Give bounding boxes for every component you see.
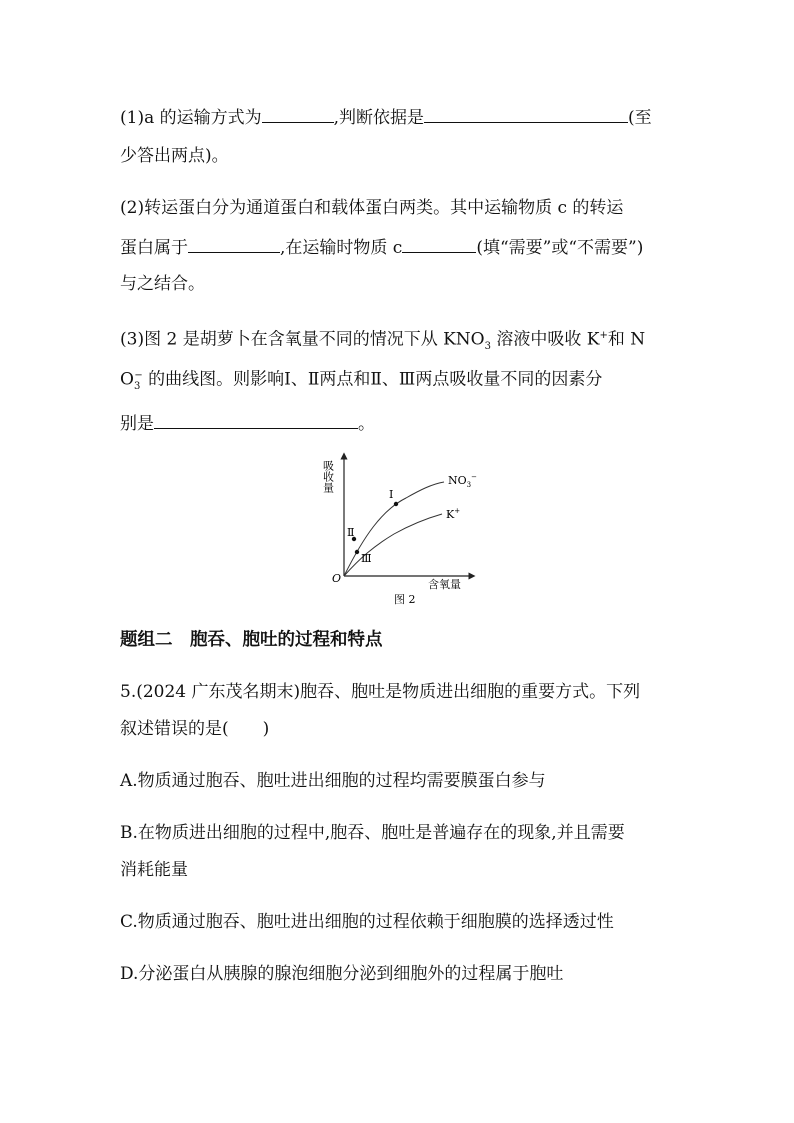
q5-option-c[interactable]: C.物质通过胞吞、胞吐进出细胞的过程依赖于细胞膜的选择透过性 xyxy=(120,912,614,932)
answer-blank-binding[interactable] xyxy=(402,234,476,253)
q4-part1-line2: 少答出两点)。 xyxy=(120,146,229,166)
curve-k-label: K+ xyxy=(446,507,461,521)
q4-part2-line1: (2)转运蛋白分为通道蛋白和载体蛋白两类。其中运输物质 c 的转运 xyxy=(120,198,624,218)
q4-part2-line3: 与之结合。 xyxy=(120,274,205,294)
answer-blank-transport-mode[interactable] xyxy=(262,104,334,123)
q4-part1-text: (1)a 的运输方式为 xyxy=(120,108,262,128)
curve-k xyxy=(344,514,442,576)
q4-part3-o: O xyxy=(120,369,134,390)
q4-part3-line2 xyxy=(120,364,602,399)
point-1 xyxy=(394,502,398,506)
q5-stem-line1: 5.(2024 广东茂名期末)胞吞、胞吐是物质进出细胞的重要方式。下列 xyxy=(120,682,641,702)
q4-part1-end: (至 xyxy=(628,108,652,128)
figure-2-svg xyxy=(316,452,476,612)
q5-option-b-line1[interactable]: B.在物质进出细胞的过程中,胞吞、胞吐是普遍存在的现象,并且需要 xyxy=(120,823,625,843)
answer-blank-protein-type[interactable] xyxy=(188,234,280,253)
section-heading: 题组二 胞吞、胞吐的过程和特点 xyxy=(120,630,383,650)
q4-part3-text-c: 和 N xyxy=(607,329,646,350)
q4-part1-mid: ,判断依据是 xyxy=(333,108,425,128)
q5-stem-line2: 叙述错误的是( ) xyxy=(120,719,270,739)
curve-no3 xyxy=(344,482,444,576)
q5-option-a[interactable]: A.物质通过胞吞、胞吐进出细胞的过程均需要膜蛋白参与 xyxy=(120,771,546,791)
q4-part2-text-c: (填“需要”或“不需要”) xyxy=(476,238,644,258)
curve-no3-label: $NO_3^-$ xyxy=(448,473,477,489)
point-2-label: Ⅱ xyxy=(347,526,355,539)
point-1-label: Ⅰ xyxy=(389,488,394,501)
x-axis-label: 含氧量 xyxy=(428,578,461,591)
q4-part3-text-e: 别是 xyxy=(120,414,154,434)
q5-option-d[interactable]: D.分泌蛋白从胰腺的腺泡细胞分泌到细胞外的过程属于胞吐 xyxy=(120,964,564,984)
figure-2 xyxy=(316,452,476,612)
q5-option-b-line2[interactable]: 消耗能量 xyxy=(120,860,188,880)
origin-label: O xyxy=(332,572,342,585)
point-3 xyxy=(355,550,359,554)
figure-caption: 图 2 xyxy=(394,593,416,606)
subscript-3: 3 xyxy=(133,381,141,393)
point-3-label: Ⅲ xyxy=(361,552,372,565)
answer-blank-factors[interactable] xyxy=(154,410,358,429)
y-axis-label: 吸收量 xyxy=(321,460,335,493)
q4-part1-line1 xyxy=(120,104,652,130)
q4-part3-text-a: (3)图 2 是胡萝卜在含氧量不同的情况下从 KNO xyxy=(120,329,485,350)
answer-blank-basis[interactable] xyxy=(424,104,628,123)
q4-part2-line2 xyxy=(120,234,643,260)
q4-part3-text-f: 。 xyxy=(358,414,375,434)
q4-part3-text-d: 的曲线图。则影响Ⅰ、Ⅱ两点和Ⅱ、Ⅲ两点吸收量不同的因素分 xyxy=(142,369,603,390)
superscript-plus: + xyxy=(599,330,608,341)
subscript-3: 3 xyxy=(484,341,491,353)
q4-part3-text-b: 溶液中吸收 K xyxy=(491,329,600,350)
q4-part3-line1 xyxy=(120,324,645,359)
superscript-minus: − xyxy=(134,370,143,381)
q4-part2-text-b: ,在运输时物质 c xyxy=(280,238,403,258)
subsup-3-minus xyxy=(134,381,140,392)
q4-part2-text-a: 蛋白属于 xyxy=(120,238,188,258)
q4-part3-line3 xyxy=(120,410,375,436)
